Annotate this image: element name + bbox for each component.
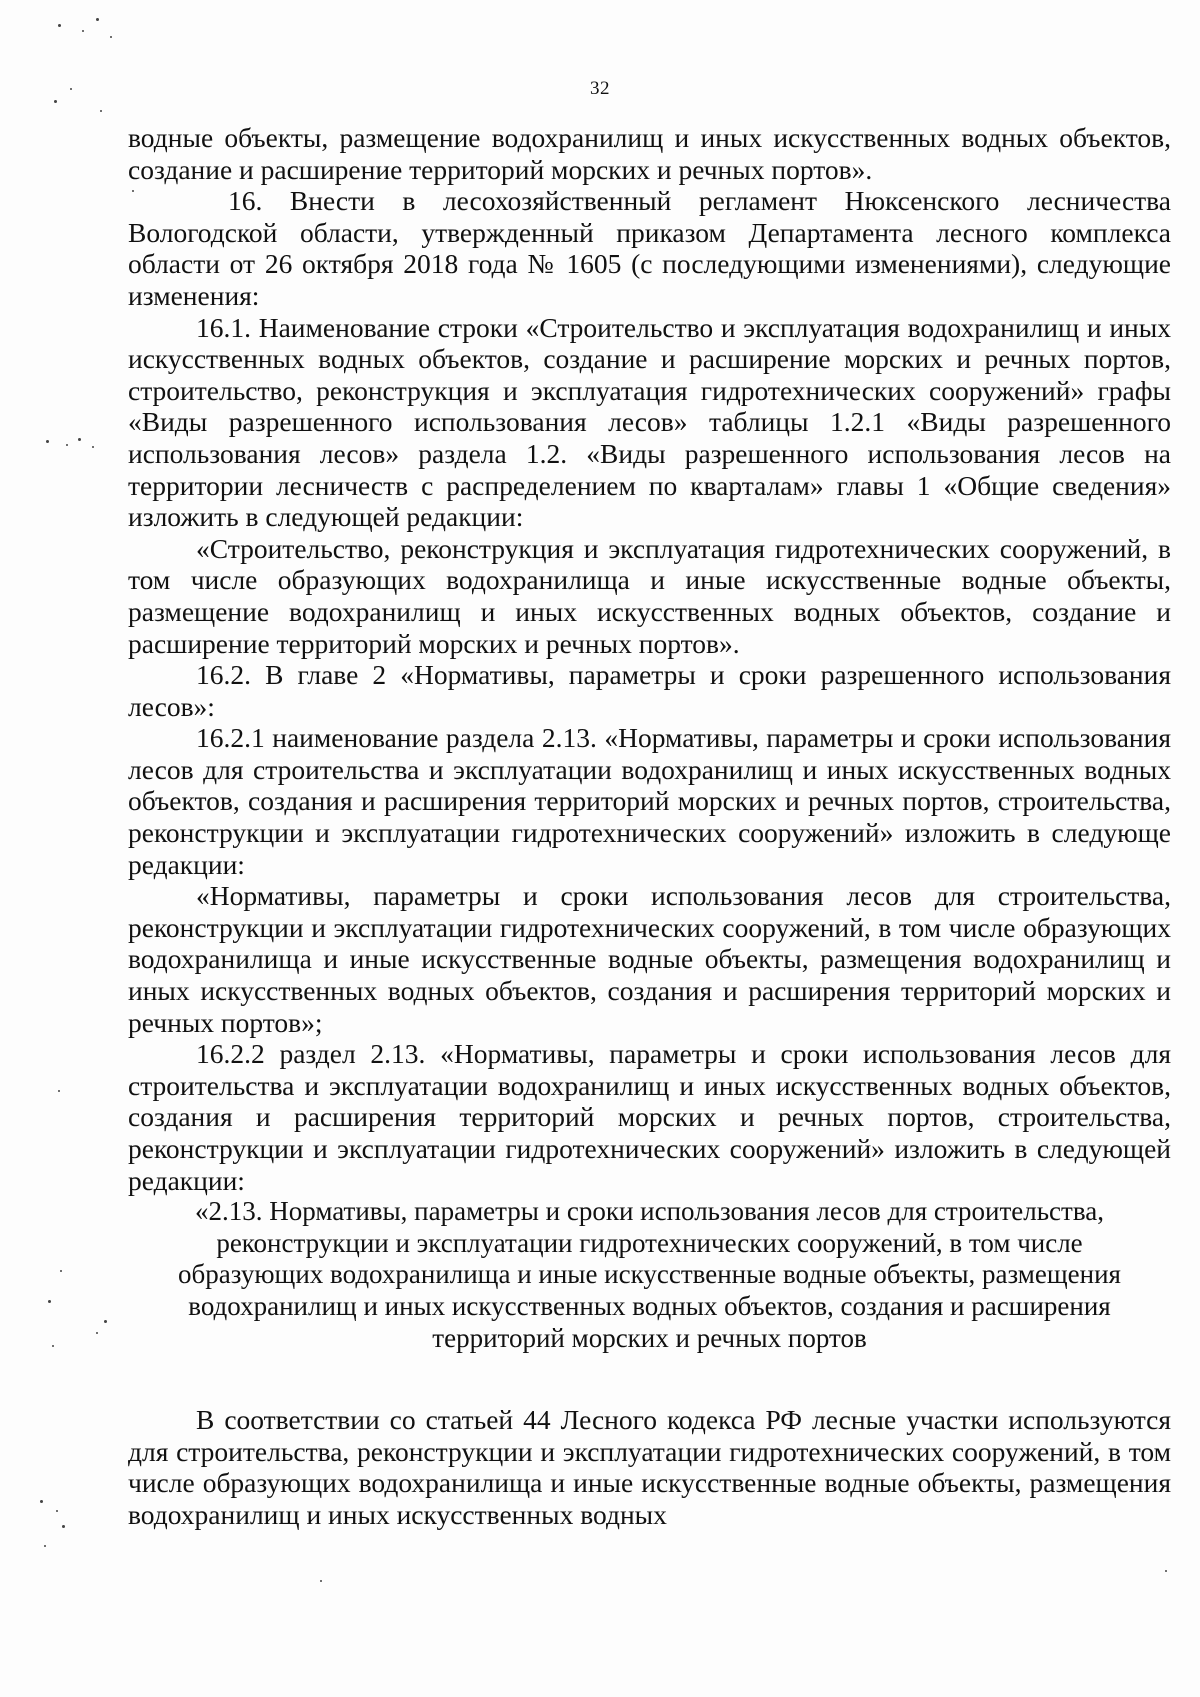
paragraph-item-16-2-1: 16.2.1 наименование раздела 2.13. «Нормативы, параметры и сроки использования лесов для строительства и эксплуатации водохранилищ и иных искусственных водных объектов, создания и расширения территорий морских и речных портов, строительства, реконструкции и эксплуатации гидротехнических сооружений» изложить в следующе редакции:: [128, 722, 1171, 880]
section-title-line: образующих водохранилища и иные искусственные водные объекты, размещения: [178, 1259, 1121, 1290]
paragraph-closing: В соответствии со статьей 44 Лесного кодекса РФ лесные участки используются для строительства, реконструкции и эксплуатации гидротехнических сооружений, в том числе образующих водохранилища и иные искусственные водные объекты, размещения водохранилищ и иных искусственных водных: [128, 1404, 1171, 1530]
section-title-line: «2.13. Нормативы, параметры и сроки использования лесов для строительства,: [195, 1196, 1104, 1227]
page-number: 32: [590, 78, 610, 99]
section-title-line: территорий морских и речных портов: [432, 1322, 867, 1353]
section-title-line: реконструкции и эксплуатации гидротехнических сооружений, в том числе: [216, 1227, 1083, 1258]
paragraph-quote-1: «Строительство, реконструкция и эксплуатация гидротехнических сооружений, в том числе образующих водохранилища и иные искусственные водные объекты, размещение водохранилищ и иных искусственных водных объектов, создание и расширение территорий морских и речных портов».: [128, 532, 1171, 659]
section-title: [128, 1196, 1171, 1354]
spacer: [128, 1354, 1171, 1404]
paragraph-item-16-1: 16.1. Наименование строки «Строительство и эксплуатация водохранилищ и иных искусственных водных объектов, создание и расширение морских и речных портов, строительство, реконструкция и эксплуатация гидротехнических сооружений» графы «Виды разрешенного использования лесов» таблицы 1.2.1 «Виды разрешенного использования лесов» раздела 1.2. «Виды разрешенного использования лесов на территории лесничеств с распределением по кварталам» главы 1 «Общие сведения» изложить в следующей редакции:: [128, 311, 1171, 533]
paragraph-item-16-2: 16.2. В главе 2 «Нормативы, параметры и сроки разрешенного использования лесов»:: [128, 659, 1171, 722]
section-title-line: водохранилищ и иных искусственных водных объектов, создания и расширения: [188, 1290, 1111, 1321]
document-body: [128, 122, 1171, 1531]
paragraph-continuation: водные объекты, размещение водохранилищ и иных искусственных водных объектов, создание и расширение территорий морских и речных портов».: [128, 122, 1171, 185]
paragraph-item-16: 16. Внести в лесохозяйственный регламент Нюксенского лесничества Вологодской области, утвержденный приказом Департамента лесного комплекса области от 26 октября 2018 года № 1605 (с последующими изменениями), следующие изменения:: [128, 185, 1171, 311]
paragraph-quote-2: «Нормативы, параметры и сроки использования лесов для строительства, реконструкции и эксплуатации гидротехнических сооружений, в том числе образующих водохранилища и иные искусственные водные объекты, размещения водохранилищ и иных искусственных водных объектов, создания и расширения территорий морских и речных портов»;: [128, 880, 1171, 1038]
paragraph-item-16-2-2: 16.2.2 раздел 2.13. «Нормативы, параметры и сроки использования лесов для строительства и эксплуатации водохранилищ и иных искусственных водных объектов, создания и расширения территорий морских и речных портов, строительства, реконструкции и эксплуатации гидротехнических сооружений» изложить в следующей редакции:: [128, 1038, 1171, 1196]
